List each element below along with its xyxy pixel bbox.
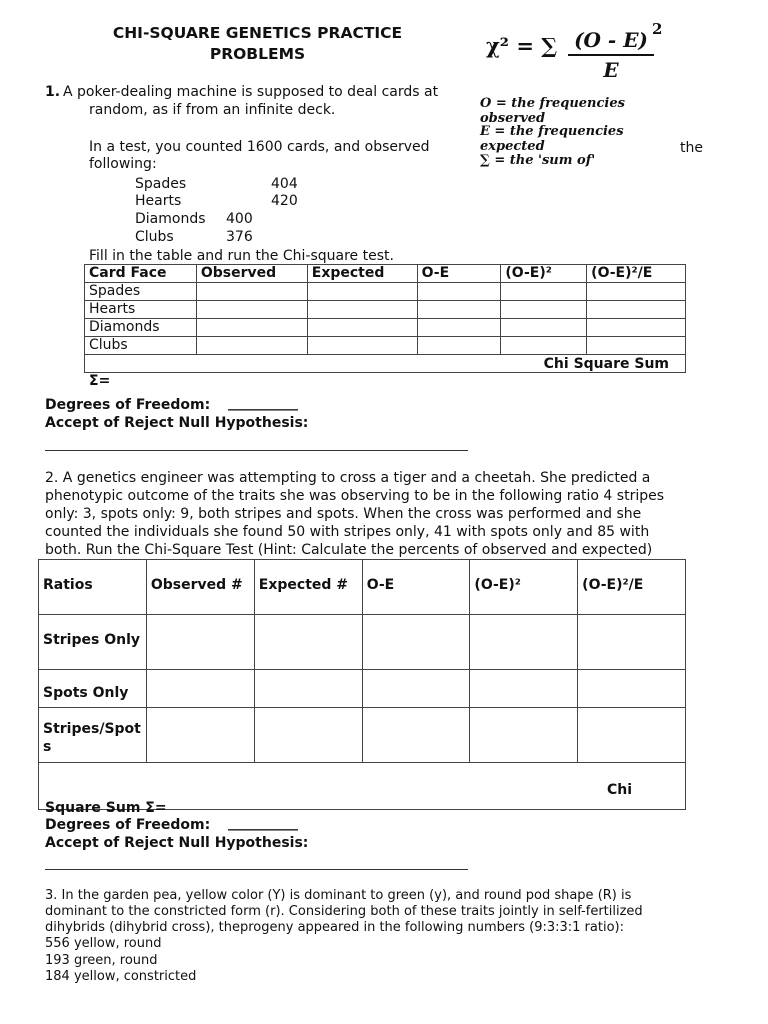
sum-row [39, 763, 686, 810]
row-label-diamonds: Diamonds [85, 319, 197, 337]
page-title [85, 23, 430, 65]
answer-cell[interactable] [146, 615, 254, 670]
answer-cell[interactable] [578, 615, 686, 670]
chi-square-sum-label: Chi Square Sum [543, 356, 669, 372]
answer-cell[interactable] [196, 319, 307, 337]
answer-cell[interactable] [254, 670, 362, 708]
suit-count-clubs-value: 376 [226, 229, 253, 245]
table-row [85, 337, 686, 355]
answer-cell[interactable] [587, 337, 686, 355]
dof-blank-2[interactable]: __________ [228, 815, 298, 831]
col-header-o-e: O-E [417, 265, 501, 283]
answer-cell[interactable] [470, 615, 578, 670]
answer-cell[interactable] [417, 337, 501, 355]
answer-cell[interactable] [196, 283, 307, 301]
problem3-line: 193 green, round [45, 953, 158, 968]
row-label-clubs: Clubs [85, 337, 197, 355]
suit-count-diamonds-value: 400 [226, 211, 253, 227]
problem3-line: 184 yellow, constricted [45, 969, 197, 984]
chi-square-sum-cell[interactable] [39, 763, 686, 816]
problem2-line: both. Run the Chi-Square Test (Hint: Calculate the percents of observed and expected) [45, 542, 653, 558]
problem2-line: 2. A genetics engineer was attempting to cross a tiger and a cheetah. She predicted a [45, 470, 651, 486]
answer-line-2[interactable] [45, 869, 468, 870]
problem3-line: dihybrids (dihybrid cross), theprogeny appeared in the following numbers (9:3:3:1 ratio): [45, 920, 624, 935]
answer-cell[interactable] [501, 319, 587, 337]
ratios-table [38, 559, 686, 816]
card-face-table [84, 264, 686, 389]
problem1-line3-tail: the [680, 140, 703, 156]
dof-label-2: Degrees of Freedom: [45, 817, 211, 833]
col-header-card-face: Card Face [85, 265, 197, 283]
row-label-spots-only: Spots Only [39, 670, 147, 708]
answer-cell[interactable] [417, 301, 501, 319]
answer-cell[interactable] [254, 615, 362, 670]
suit-count-hearts-value: 420 [271, 193, 298, 209]
chi-square-formula [476, 18, 682, 174]
col-header-o-e-squared: (O-E)² [470, 560, 578, 615]
problem1-number: 1. [45, 84, 61, 100]
col-header-expected: Expected # [254, 560, 362, 615]
table-row [39, 670, 686, 708]
table-header-row [39, 560, 686, 615]
chi-label: Chi [607, 782, 633, 798]
answer-cell[interactable] [146, 708, 254, 763]
table-row [85, 301, 686, 319]
table-row [39, 615, 686, 670]
row-label-stripes-spots: Stripes/Spots [39, 708, 147, 763]
answer-cell[interactable] [578, 670, 686, 708]
problem2-line: counted the individuals she found 50 with stripes only, 41 with spots only and 85 with [45, 524, 650, 540]
answer-cell[interactable] [362, 615, 470, 670]
formula-def-sum: ∑ = the 'sum of' [480, 153, 596, 168]
formula-def-expected: E = the frequencies expected [480, 124, 624, 154]
suit-count-hearts-label: Hearts [135, 193, 182, 209]
answer-cell[interactable] [587, 283, 686, 301]
table-row [39, 708, 686, 763]
answer-cell[interactable] [470, 708, 578, 763]
table-header-row [85, 265, 686, 283]
answer-cell[interactable] [587, 301, 686, 319]
col-header-o-e-squared-over-e: (O-E)²/E [587, 265, 686, 283]
col-header-observed: Observed # [146, 560, 254, 615]
page-title-line2: PROBLEMS [209, 45, 306, 63]
formula-exponent: 2 [652, 20, 663, 38]
dof-label-1: Degrees of Freedom: [45, 397, 211, 413]
sum-symbol: Σ= [89, 373, 111, 389]
problem1-line3: In a test, you counted 1600 cards, and observed [89, 139, 430, 155]
suit-count-diamonds-label: Diamonds [135, 211, 206, 227]
suit-count-spades-value: 404 [271, 176, 298, 192]
reject-label-1: Accept of Reject Null Hypothesis: [45, 415, 309, 431]
answer-cell[interactable] [587, 319, 686, 337]
answer-cell[interactable] [470, 670, 578, 708]
row-label-stripes-only: Stripes Only [39, 615, 147, 670]
problem3-line: 3. In the garden pea, yellow color (Y) is dominant to green (y), and round pod shape (R) is [45, 888, 632, 903]
col-header-ratios: Ratios [39, 560, 147, 615]
formula-denominator: E [603, 58, 619, 82]
problem1-line2: random, as if from an infinite deck. [89, 102, 336, 118]
col-header-o-e-squared: (O-E)² [501, 265, 587, 283]
answer-line-1[interactable] [45, 450, 468, 451]
page-title-line1: CHI-SQUARE GENETICS PRACTICE [112, 24, 403, 42]
sum-row [85, 355, 686, 373]
answer-cell[interactable] [307, 283, 417, 301]
col-header-expected: Expected [307, 265, 417, 283]
answer-cell[interactable] [196, 337, 307, 355]
answer-cell[interactable] [196, 301, 307, 319]
problem1-line4: following: [89, 156, 157, 172]
answer-cell[interactable] [307, 337, 417, 355]
problem3-line: 556 yellow, round [45, 936, 162, 951]
answer-cell[interactable] [501, 301, 587, 319]
formula-lhs: χ² = ∑ [486, 33, 558, 58]
row-label-hearts: Hearts [85, 301, 197, 319]
formula-fraction [568, 28, 654, 82]
problem2-line: only: 3, spots only: 9, both stripes and spots. When the cross was performed and she [45, 506, 642, 522]
answer-cell[interactable] [417, 283, 501, 301]
formula-numerator: (O - E) [568, 28, 654, 56]
answer-cell[interactable] [501, 337, 587, 355]
answer-cell[interactable] [146, 670, 254, 708]
reject-label-2: Accept of Reject Null Hypothesis: [45, 835, 309, 851]
problem1-instruction: Fill in the table and run the Chi-square test. [89, 248, 394, 264]
dof-blank-1[interactable]: __________ [228, 395, 298, 411]
formula-def-observed: O = the frequencies observed [480, 96, 625, 126]
table-row [85, 283, 686, 301]
answer-cell[interactable] [362, 670, 470, 708]
answer-cell[interactable] [578, 708, 686, 763]
chi-square-sum-cell[interactable] [85, 355, 686, 389]
answer-cell[interactable] [501, 283, 587, 301]
row-label-spades: Spades [85, 283, 197, 301]
square-sum-label: Square Sum Σ= [45, 800, 167, 816]
suit-count-clubs-label: Clubs [135, 229, 174, 245]
answer-cell[interactable] [254, 708, 362, 763]
answer-cell[interactable] [307, 301, 417, 319]
problem3-line: dominant to the constricted form (r). Considering both of these traits jointly in self-fertilized [45, 904, 643, 919]
problem1-line1: A poker-dealing machine is supposed to deal cards at [63, 84, 439, 100]
answer-cell[interactable] [307, 319, 417, 337]
col-header-o-e-squared-over-e: (O-E)²/E [578, 560, 686, 615]
suit-count-spades-label: Spades [135, 176, 187, 192]
col-header-observed: Observed [196, 265, 307, 283]
col-header-o-e: O-E [362, 560, 470, 615]
table-row [85, 319, 686, 337]
problem2-line: phenotypic outcome of the traits she was observing to be in the following ratio 4 stripes [45, 488, 665, 504]
answer-cell[interactable] [417, 319, 501, 337]
answer-cell[interactable] [362, 708, 470, 763]
